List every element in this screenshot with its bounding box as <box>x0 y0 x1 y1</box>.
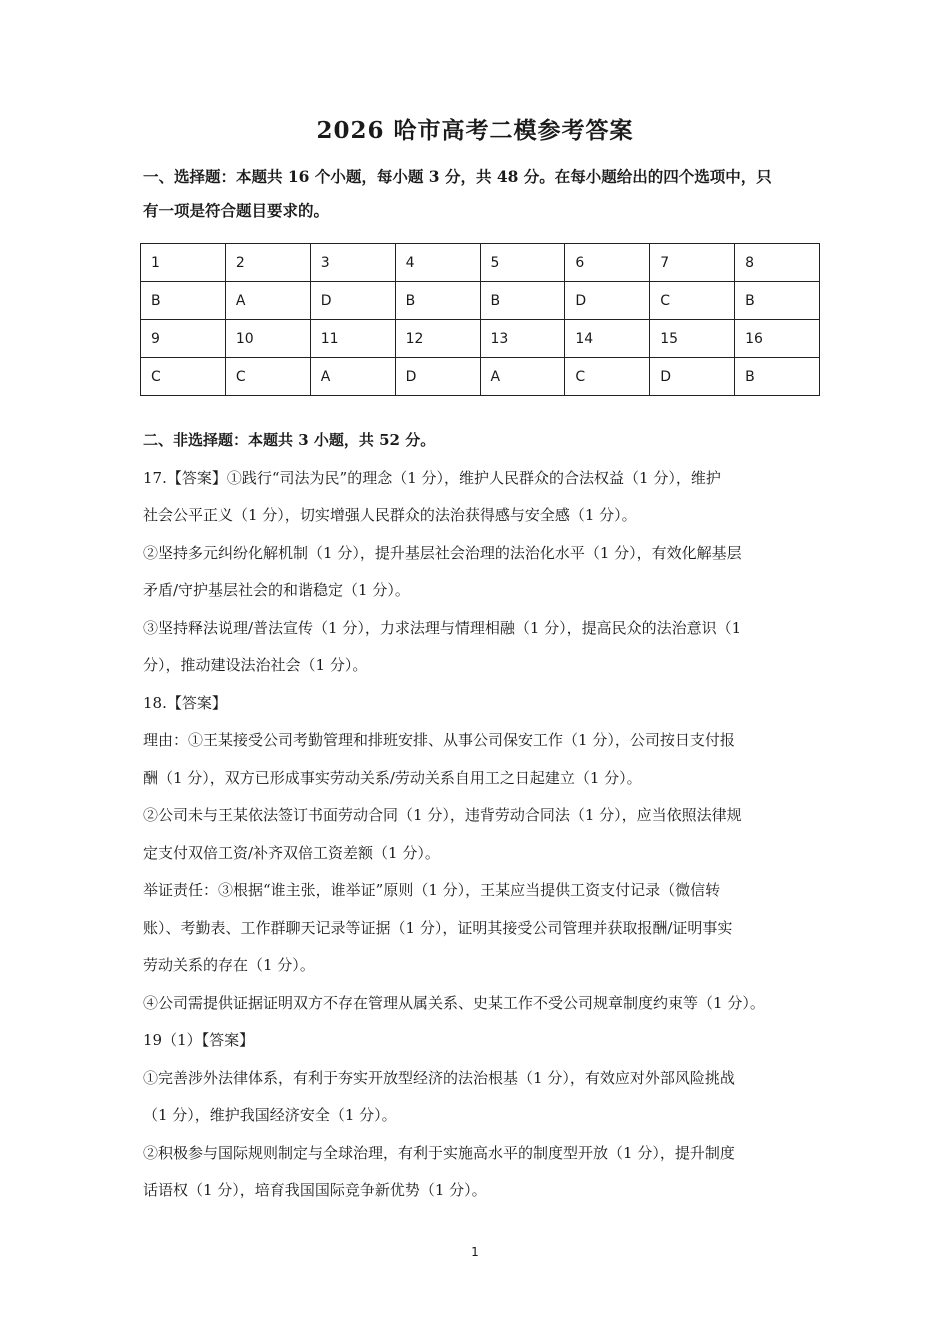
table-cell: A <box>480 358 565 396</box>
table-cell: A <box>310 358 395 396</box>
table-cell: B <box>735 282 820 320</box>
table-cell: 4 <box>395 244 480 282</box>
answer-line: ②积极参与国际规则制定与全球治理，有利于实施高水平的制度型开放（1 分），提升制度 <box>143 1143 735 1162</box>
answer-line: 19（1）【答案】 <box>143 1031 255 1049</box>
table-cell: 13 <box>480 320 565 358</box>
table-cell: B <box>735 358 820 396</box>
table-cell: 8 <box>735 244 820 282</box>
table-cell: C <box>225 358 310 396</box>
page-number: 1 <box>471 1245 479 1259</box>
table-cell: C <box>141 358 226 396</box>
answer-line: 账）、考勤表、工作群聊天记录等证据（1 分），证明其接受公司管理并获取报酬/证明事实 <box>143 918 733 937</box>
table-cell: B <box>141 282 226 320</box>
table-cell: 5 <box>480 244 565 282</box>
table-cell: D <box>565 282 650 320</box>
answer-line: 话语权（1 分），培育我国国际竞争新优势（1 分）。 <box>143 1181 487 1199</box>
section-choice-heading <box>143 160 823 228</box>
page-title: 2026 哈市高考二模参考答案 <box>316 117 634 144</box>
table-cell: 7 <box>650 244 735 282</box>
table-cell: B <box>480 282 565 320</box>
answer-line: ③坚持释法说理/普法宣传（1 分），力求法理与情理相融（1 分），提高民众的法治意识（1 <box>143 618 742 637</box>
table-cell: C <box>565 358 650 396</box>
table-cell: 9 <box>141 320 226 358</box>
table-cell: 2 <box>225 244 310 282</box>
table-cell: 3 <box>310 244 395 282</box>
section-choice-line-2: 有一项是符合题目要求的。 <box>143 201 330 220</box>
table-cell: 15 <box>650 320 735 358</box>
table-row <box>141 320 820 358</box>
answer-line: ②坚持多元纠纷化解机制（1 分），提升基层社会治理的法治化水平（1 分），有效化解基层 <box>143 543 742 562</box>
table-cell: D <box>395 358 480 396</box>
table-row <box>141 282 820 320</box>
table-cell: D <box>650 358 735 396</box>
answer-line: 酬（1 分），双方已形成事实劳动关系/劳动关系自用工之日起建立（1 分）。 <box>143 768 642 787</box>
table-cell: 10 <box>225 320 310 358</box>
answer-line: ①完善涉外法律体系，有利于夯实开放型经济的法治根基（1 分），有效应对外部风险挑战 <box>143 1068 735 1087</box>
answer-line: 社会公平正义（1 分），切实增强人民群众的法治获得感与安全感（1 分）。 <box>143 506 637 524</box>
answer-line: 矛盾/守护基层社会的和谐稳定（1 分）。 <box>143 581 410 599</box>
answer-line: （1 分），维护我国经济安全（1 分）。 <box>143 1106 397 1124</box>
answer-line: 17.【答案】①践行“司法为民”的理念（1 分），维护人民群众的合法权益（1 分），维护 <box>143 468 721 487</box>
table-cell: A <box>225 282 310 320</box>
answer-line: 18.【答案】 <box>143 693 227 712</box>
answer-line: 举证责任：③根据“谁主张，谁举证”原则（1 分），王某应当提供工资支付记录（微信转 <box>143 881 721 899</box>
section-choice-line-1: 一、选择题：本题共 16 个小题，每小题 3 分，共 48 分。在每小题给出的四个选项中，只 <box>143 167 772 186</box>
section-nonchoice-heading: 二、非选择题：本题共 3 小题，共 52 分。 <box>143 431 436 449</box>
table-cell: 14 <box>565 320 650 358</box>
table-cell: 6 <box>565 244 650 282</box>
table-cell: 12 <box>395 320 480 358</box>
answer-table <box>140 243 820 396</box>
answer-line: 定支付双倍工资/补齐双倍工资差额（1 分）。 <box>143 843 440 862</box>
table-cell: B <box>395 282 480 320</box>
table-cell: C <box>650 282 735 320</box>
table-cell: 1 <box>141 244 226 282</box>
table-row <box>141 358 820 396</box>
answer-line: 劳动关系的存在（1 分）。 <box>143 956 315 974</box>
answer-line: ④公司需提供证据证明双方不存在管理从属关系、史某工作不受公司规章制度约束等（1 分）。 <box>143 993 765 1012</box>
answer-line: 分），推动建设法治社会（1 分）。 <box>143 656 368 674</box>
table-cell: 16 <box>735 320 820 358</box>
table-row <box>141 244 820 282</box>
answer-line: ②公司未与王某依法签订书面劳动合同（1 分），违背劳动合同法（1 分），应当依照法律规 <box>143 806 742 824</box>
answer-line: 理由：①王某接受公司考勤管理和排班安排、从事公司保安工作（1 分），公司按日支付报 <box>143 731 735 749</box>
table-cell: D <box>310 282 395 320</box>
answer-text-body <box>143 422 823 1210</box>
table-cell: 11 <box>310 320 395 358</box>
